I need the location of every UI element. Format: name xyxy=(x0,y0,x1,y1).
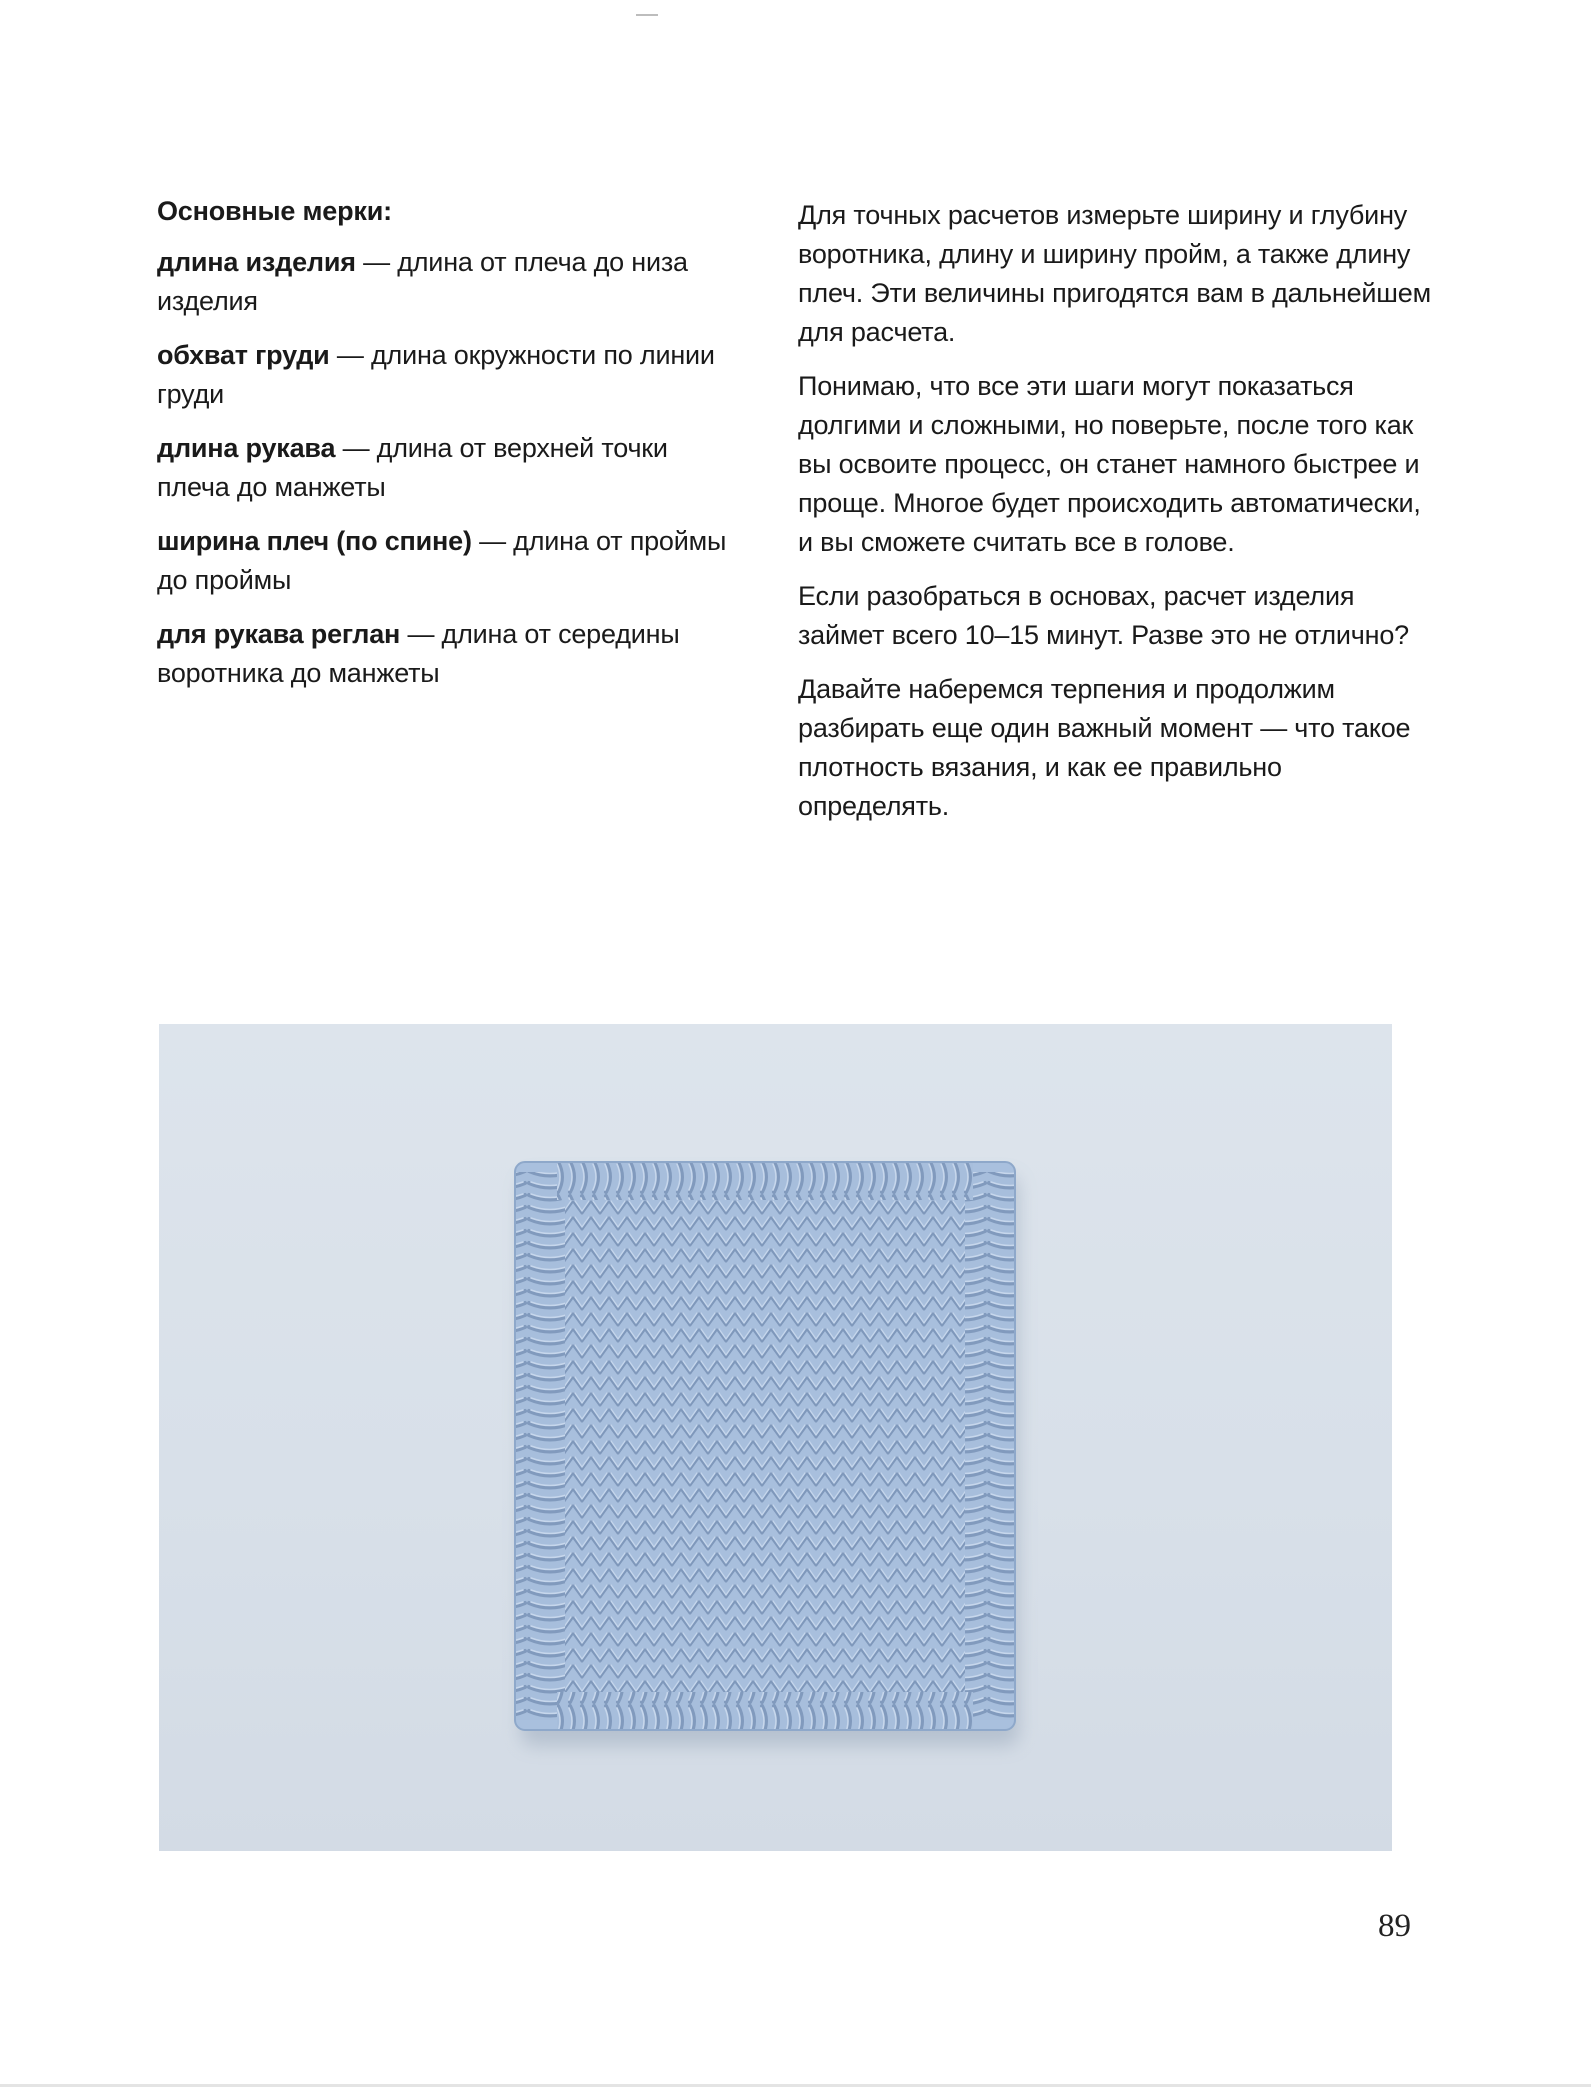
measure-item xyxy=(157,615,747,693)
measure-term: длина рукава xyxy=(157,433,336,463)
measure-term: длина изделия xyxy=(157,247,356,277)
measure-definition: — длина от верхней точки плеча до манжеты xyxy=(157,433,668,502)
measure-definition: — длина окружности по линии груди xyxy=(157,340,715,409)
knitted-swatch xyxy=(515,1162,1015,1730)
measure-definition: — длина от проймы до проймы xyxy=(157,526,727,595)
measure-definition: — длина от середины воротника до манжеты xyxy=(157,619,680,688)
measure-item xyxy=(157,336,747,414)
measure-item xyxy=(157,243,747,321)
body-paragraph: Давайте наберемся терпения и продолжим разбирать еще один важный момент — что такое плотность вязания, и как ее правильно определять. xyxy=(798,674,1411,821)
measure-item xyxy=(157,429,747,507)
knitted-swatch-photo xyxy=(159,1024,1392,1851)
knitted-swatch-illustration xyxy=(159,1024,1392,1851)
measure-term: для рукава реглан xyxy=(157,619,401,649)
measurements-column xyxy=(157,192,747,708)
measure-definition: — длина от плеча до низа изделия xyxy=(157,247,688,316)
measure-item xyxy=(157,522,747,600)
body-paragraph: Если разобраться в основах, расчет изделия займет всего 10–15 минут. Разве это не отлично? xyxy=(798,581,1409,650)
measure-term: обхват груди xyxy=(157,340,330,370)
measure-term: ширина плеч (по спине) xyxy=(157,526,472,556)
body-paragraph: Для точных расчетов измерьте ширину и глубину воротника, длину и ширину пройм, а также длину плеч. Эти величины пригодятся вам в дальнейшем для расчета. xyxy=(798,200,1431,347)
top-crop-mark xyxy=(636,14,658,16)
explanation-column xyxy=(798,196,1438,841)
body-paragraph: Понимаю, что все эти шаги могут показаться долгими и сложными, но поверьте, после того как вы освоите процесс, он станет намного быстрее и проще. Многое будет происходить автоматически, и вы сможете считать все в голове. xyxy=(798,371,1421,557)
measurements-heading: Основные мерки: xyxy=(157,196,392,226)
page-number: 89 xyxy=(1378,1908,1411,1944)
